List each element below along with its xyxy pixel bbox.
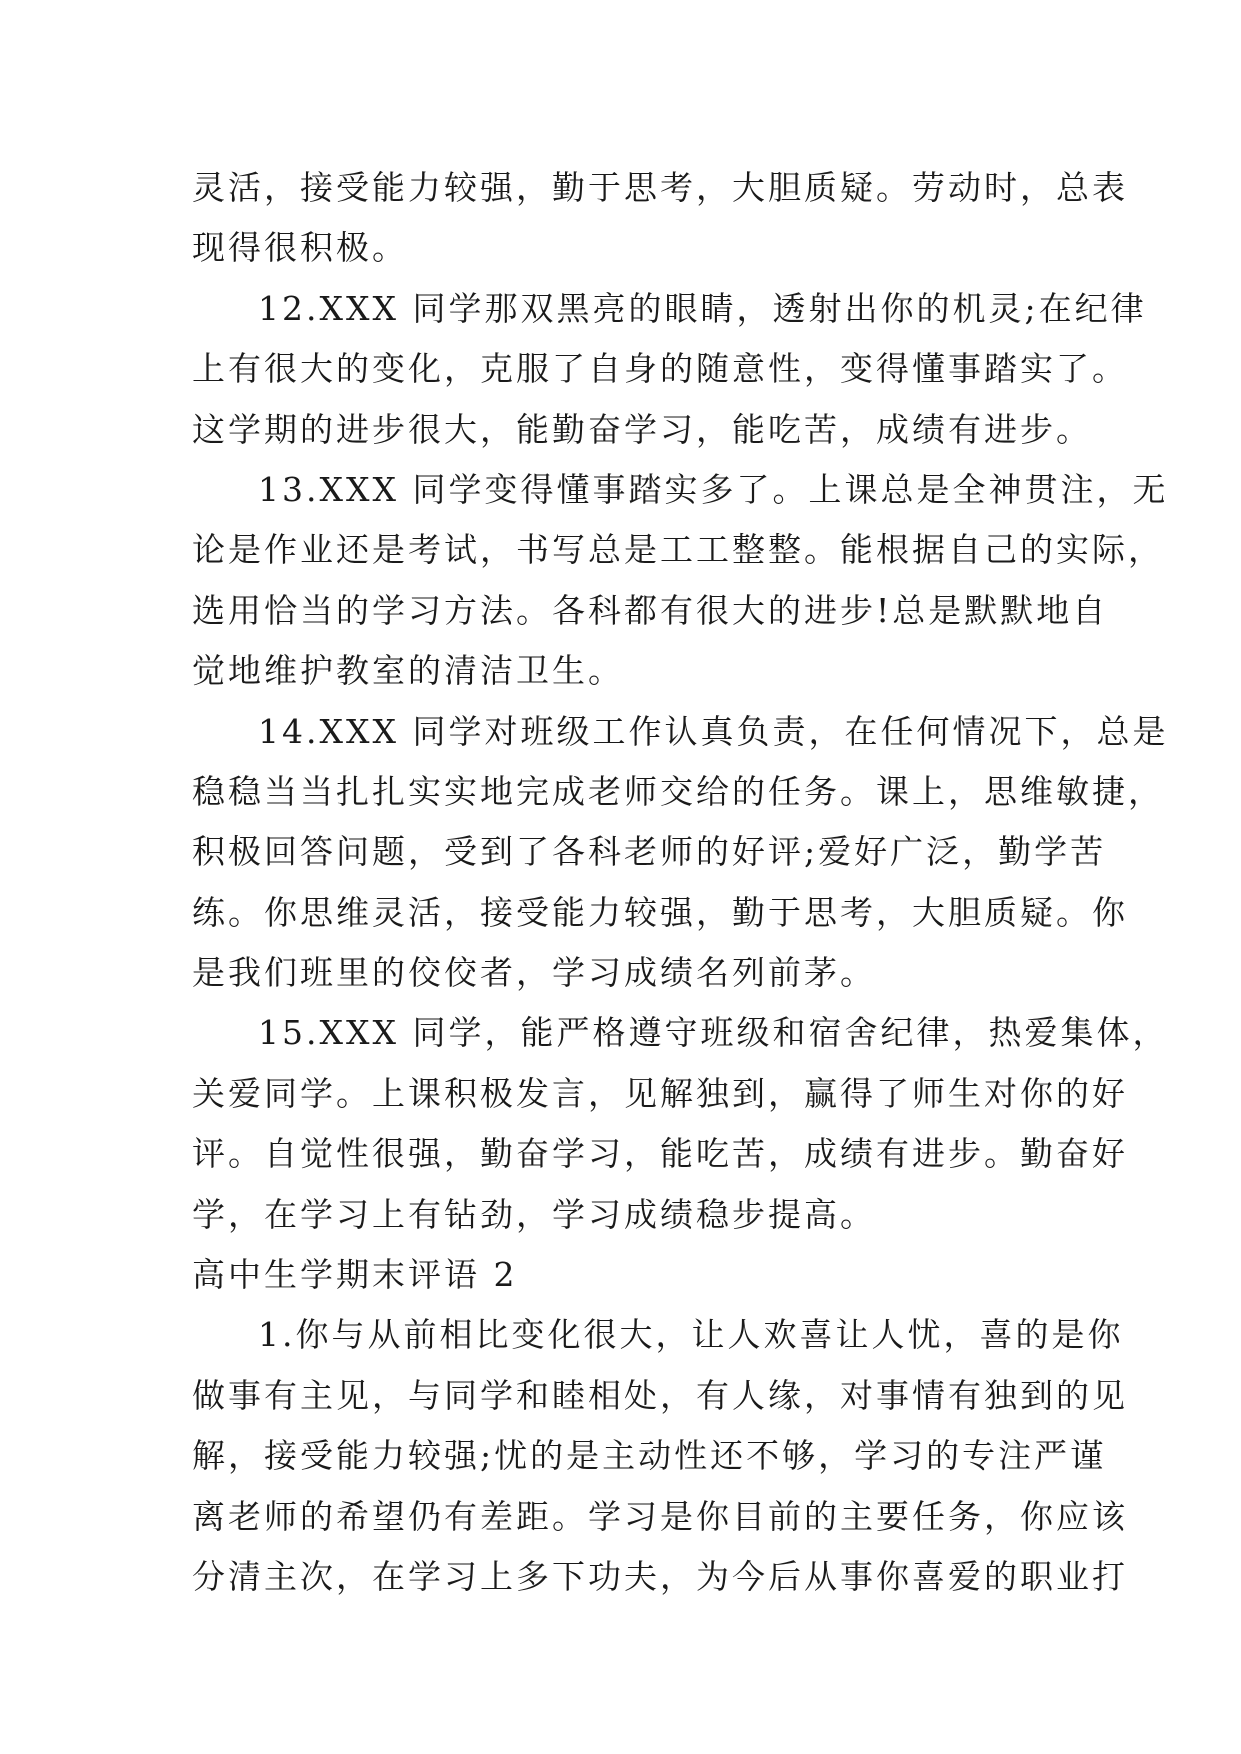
paragraph-start-line: 15.XXX 同学，能严格遵守班级和宿舍纪律，热爱集体， (258, 1013, 1169, 1053)
text-line: 论是作业还是考试，书写总是工工整整。能根据自己的实际， (192, 530, 1164, 570)
paragraph-start-line: 14.XXX 同学对班级工作认真负责，在任何情况下，总是 (258, 711, 1169, 751)
text-line: 评。自觉性很强，勤奋学习，能吃苦，成绩有进步。勤奋好 (192, 1134, 1128, 1174)
text-line: 这学期的进步很大，能勤奋学习，能吃苦，成绩有进步。 (192, 409, 1092, 449)
text-line: 学，在学习上有钻劲，学习成绩稳步提高。 (192, 1194, 876, 1234)
text-line: 现得很积极。 (192, 228, 408, 268)
text-line: 积极回答问题，受到了各科老师的好评;爱好广泛，勤学苦 (192, 832, 1107, 872)
text-line: 选用恰当的学习方法。各科都有很大的进步!总是默默地自 (192, 590, 1109, 630)
text-line: 关爱同学。上课积极发言，见解独到，赢得了师生对你的好 (192, 1073, 1128, 1113)
text-line: 稳稳当当扎扎实实地完成老师交给的任务。课上，思维敏捷， (192, 771, 1164, 811)
text-line: 是我们班里的佼佼者，学习成绩名列前茅。 (192, 953, 876, 993)
text-line: 离老师的希望仍有差距。学习是你目前的主要任务，你应该 (192, 1496, 1128, 1536)
paragraph-start-line: 12.XXX 同学那双黑亮的眼睛，透射出你的机灵;在纪律 (258, 288, 1147, 328)
text-line: 觉地维护教室的清洁卫生。 (192, 651, 624, 691)
text-line: 练。你思维灵活，接受能力较强，勤于思考，大胆质疑。你 (192, 892, 1128, 932)
text-line: 做事有主见，与同学和睦相处，有人缘，对事情有独到的见 (192, 1375, 1128, 1415)
text-line: 上有很大的变化，克服了自身的随意性，变得懂事踏实了。 (192, 349, 1128, 389)
paragraph-start-line: 13.XXX 同学变得懂事踏实多了。上课总是全神贯注，无 (258, 469, 1169, 509)
section-heading: 高中生学期末评语 2 (192, 1255, 518, 1295)
paragraph-start-line: 1.你与从前相比变化很大，让人欢喜让人忧，喜的是你 (258, 1315, 1124, 1355)
text-line: 灵活，接受能力较强，勤于思考，大胆质疑。劳动时，总表 (192, 168, 1128, 207)
text-line: 分清主次，在学习上多下功夫，为今后从事你喜爱的职业打 (192, 1556, 1128, 1596)
document-body (192, 158, 1169, 1607)
text-line: 解，接受能力较强;忧的是主动性还不够，学习的专注严谨 (192, 1436, 1107, 1476)
